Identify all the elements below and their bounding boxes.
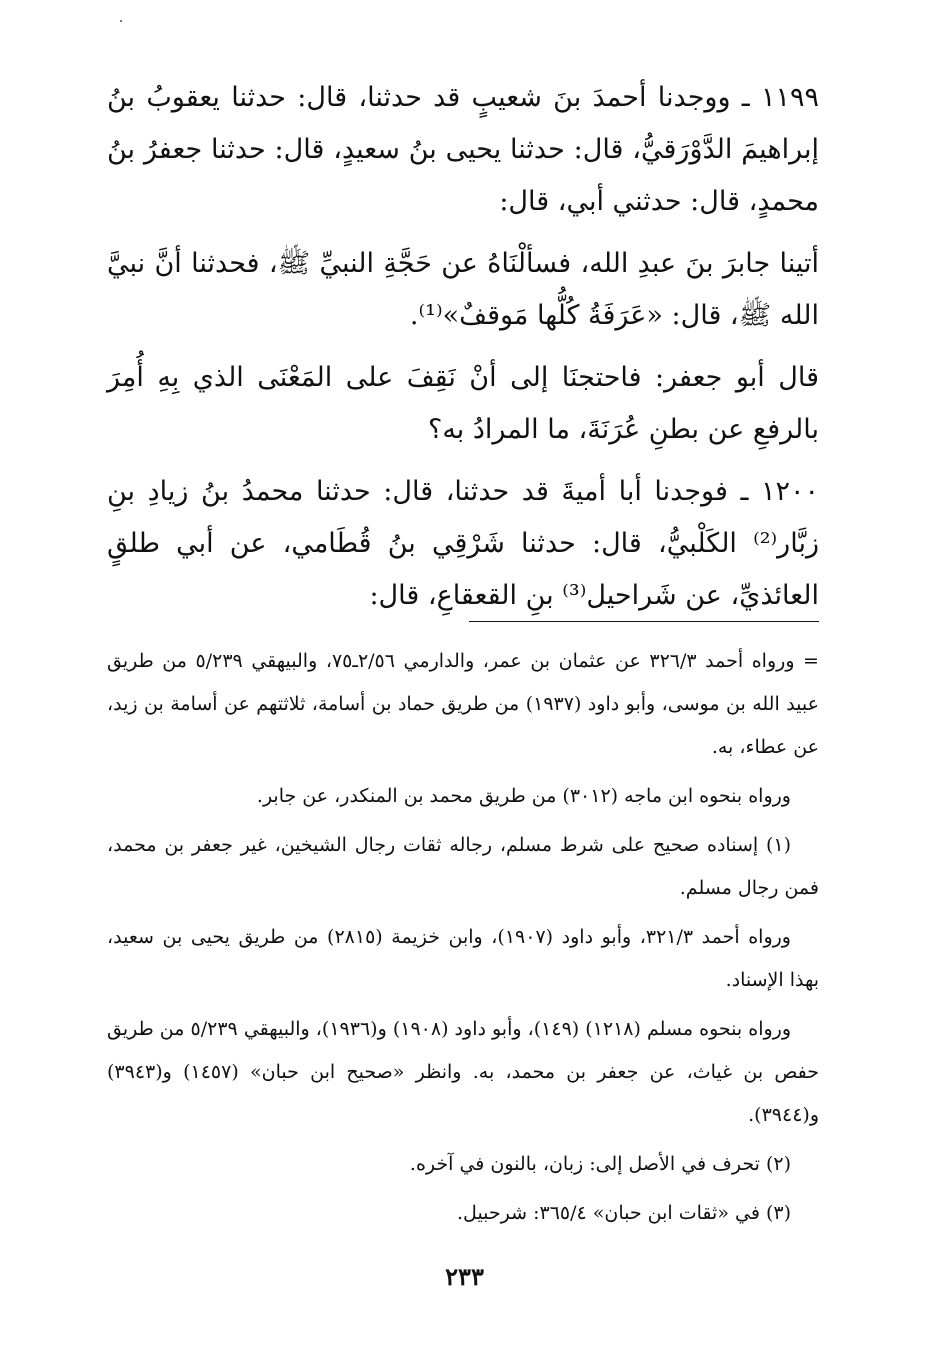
footnote-3: (٣) في «ثقات ابن حبان» ٣٦٥/٤: شرحبيل. — [457, 1202, 791, 1224]
footnote-1: (١) إسناده صحيح على شرط مسلم، رجاله ثقات رجال الشيخين، غير جعفر بن محمد، فمن رجال مسلم. — [107, 834, 819, 899]
hadith-1199-paragraph: ١١٩٩ ـ ووجدنا أحمدَ بنَ شعيبٍ قد حدثنا، قال: حدثنا يعقوبُ بنُ إبراهيمَ الدَّوْرَقيُّ، قال: حدثنا يحيى بنُ سعيدٍ، قال: حدثنا جعفرُ بنُ محمدٍ، قال: حدثني أبي، قال: — [107, 82, 819, 217]
scan-speck — [120, 20, 122, 22]
footnote-continuation: = ورواه أحمد ٣٢٦/٣ عن عثمان بن عمر، والدارمي ٢/٥٦ـ٧٥، والبيهقي ٥/٢٣٩ من طريق عبيد الله بن موسى، وأبو داود (١٩٣٧) من طريق حماد بن أسامة، ثلاثتهم عن أسامة بن زيد، عن عطاء، به. — [107, 650, 819, 758]
main-text — [107, 72, 819, 632]
footnotes — [107, 640, 819, 1241]
page-number: ٢٣٣ — [445, 1262, 484, 1291]
footnote-1-detail-2: ورواه بنحوه مسلم (١٢١٨) (١٤٩)، وأبو داود (١٩٠٨) و(١٩٣٦)، والبيهقي ٥/٢٣٩ من طريق حفص بن غياث، عن جعفر بن محمد، به. وانظر «صحيح ابن حبان» (١٤٥٧) و(٣٩٤٣) و(٣٩٤٤). — [107, 1018, 820, 1126]
footnote-2: (٢) تحرف في الأصل إلى: زبان، بالنون في آخره. — [409, 1153, 791, 1175]
hadith-1200-paragraph: ١٢٠٠ ـ فوجدنا أبا أميةَ قد حدثنا، قال: حدثنا محمدُ بنُ زيادِ بنِ زبَّار⁽²⁾ الكَلْبيُّ، قال: حدثنا شَرْقِي بنُ قُطَامي، عن أبي طلقٍ العائذيِّ، عن شَراحيل⁽³⁾ بنِ القعقاعِ، قال: — [107, 476, 819, 611]
hadith-1199-matn-paragraph: أتينا جابرَ بنَ عبدِ الله، فسألْنَاهُ عن حَجَّةِ النبيِّ ﷺ، فحدثنا أنَّ نبيَّ الله ﷺ، قال: «عَرَفَةُ كُلُّها مَوقفٌ»⁽¹⁾. — [107, 248, 819, 331]
footnote-divider — [469, 621, 819, 622]
footnote-continuation-2: ورواه بنحوه ابن ماجه (٣٠١٢) من طريق محمد بن المنكدر، عن جابر. — [256, 785, 791, 807]
commentary-paragraph: قال أبو جعفر: فاحتجنَا إلى أنْ نَقِفَ على المَعْنَى الذي بِهِ أُمِرَ بالرفعِ عن بطنِ عُرَنَةَ، ما المرادُ به؟ — [107, 362, 819, 445]
footnote-1-detail: ورواه أحمد ٣٢١/٣، وأبو داود (١٩٠٧)، وابن خزيمة (٢٨١٥) من طريق يحيى بن سعيد، بهذا الإسناد. — [107, 926, 819, 991]
